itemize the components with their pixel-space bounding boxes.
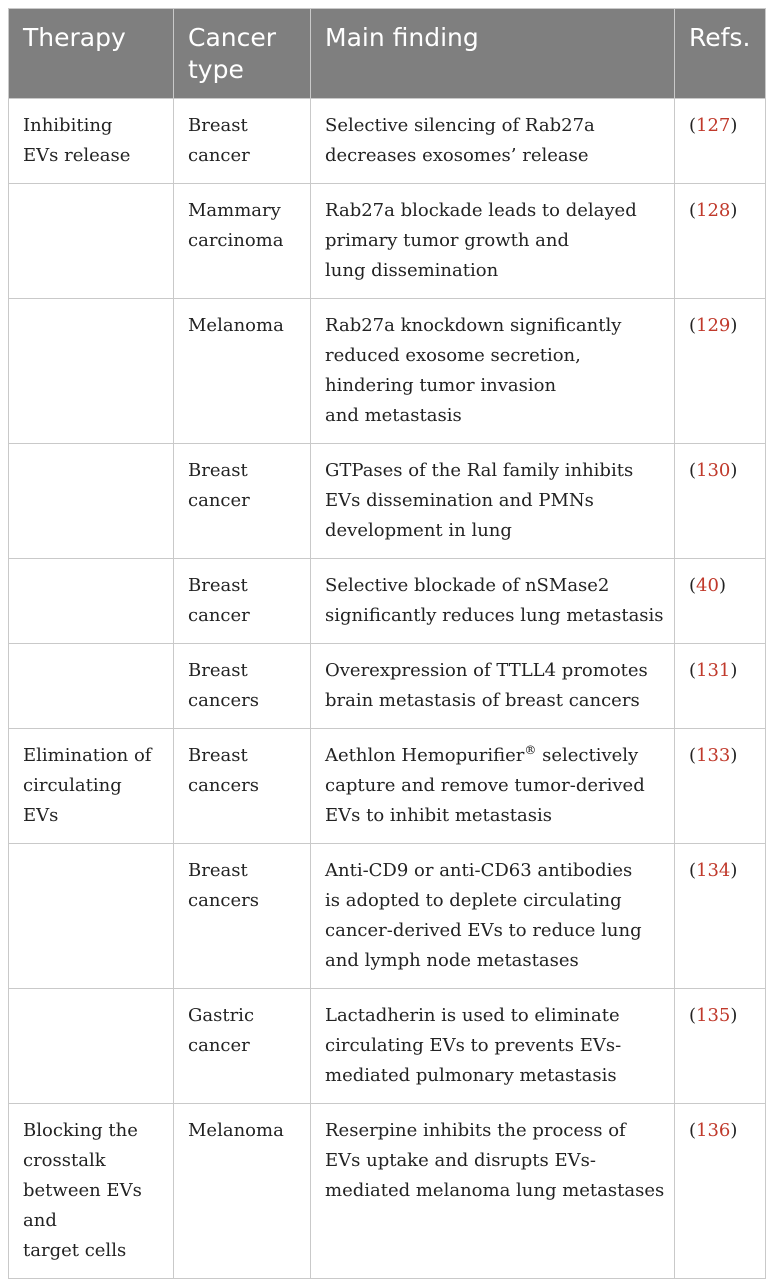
- finding-text-pre: Aethlon Hemopurifier: [325, 745, 525, 766]
- table-body: [9, 99, 766, 1279]
- cancer-type-text: cancers: [188, 690, 259, 711]
- refs-cell: [675, 729, 766, 844]
- header-refs-line: Refs.: [689, 23, 751, 52]
- therapy-text: Inhibiting: [23, 115, 113, 136]
- reference-link[interactable]: (136): [689, 1120, 738, 1141]
- refs-cell: [675, 99, 766, 184]
- table-row: [9, 444, 766, 559]
- reference-link[interactable]: (128): [689, 200, 738, 221]
- refs-cell: [675, 299, 766, 444]
- main-finding-cell: [311, 444, 675, 559]
- table-row: [9, 1104, 766, 1279]
- main-finding-text: hindering tumor invasion: [325, 375, 557, 396]
- table-row: [9, 559, 766, 644]
- therapy-text: target cells: [23, 1240, 127, 1261]
- therapy-cell: [9, 184, 174, 299]
- therapy-text: EVs: [23, 805, 59, 826]
- main-finding-cell: [311, 299, 675, 444]
- registered-mark: ®: [524, 743, 537, 757]
- cancer-type-cell: [174, 559, 311, 644]
- header-cancer-type-line: type: [188, 55, 244, 84]
- reference-number[interactable]: 129: [696, 315, 731, 336]
- therapy-text: between EVs: [23, 1180, 142, 1201]
- main-finding-text: EVs dissemination and PMNs: [325, 490, 594, 511]
- reference-number[interactable]: 135: [696, 1005, 731, 1026]
- cancer-type-text: Breast: [188, 860, 248, 881]
- header-main-finding-line: Main finding: [325, 23, 479, 52]
- main-finding-cell: [311, 989, 675, 1104]
- main-finding-text: primary tumor growth and: [325, 230, 570, 251]
- main-finding-text: capture and remove tumor-derived: [325, 775, 645, 796]
- reference-number[interactable]: 127: [696, 115, 731, 136]
- main-finding-text: Overexpression of TTLL4 promotes: [325, 660, 648, 681]
- cancer-type-cell: [174, 184, 311, 299]
- refs-cell: [675, 1104, 766, 1279]
- cancer-type-text: cancer: [188, 145, 250, 166]
- reference-number[interactable]: 131: [696, 660, 731, 681]
- main-finding-cell: [311, 644, 675, 729]
- main-finding-text: Rab27a blockade leads to delayed: [325, 200, 637, 221]
- therapy-table: [8, 8, 766, 1279]
- refs-cell: [675, 844, 766, 989]
- reference-number[interactable]: 130: [696, 460, 731, 481]
- therapy-text: Elimination of: [23, 745, 152, 766]
- main-finding-cell: [311, 844, 675, 989]
- main-finding-text: EVs uptake and disrupts EVs-: [325, 1150, 596, 1171]
- refs-cell: [675, 644, 766, 729]
- cancer-type-cell: [174, 844, 311, 989]
- therapy-text: crosstalk: [23, 1150, 106, 1171]
- cancer-type-cell: [174, 729, 311, 844]
- cancer-type-text: carcinoma: [188, 230, 284, 251]
- main-finding-text: is adopted to deplete circulating: [325, 890, 622, 911]
- refs-cell: [675, 989, 766, 1104]
- main-finding-text: mediated melanoma lung metastases: [325, 1180, 665, 1201]
- cancer-type-text: Gastric: [188, 1005, 255, 1026]
- main-finding-cell: [311, 1104, 675, 1279]
- header-therapy: [9, 9, 174, 99]
- therapy-cell: [9, 1104, 174, 1279]
- cancer-type-text: cancer: [188, 1035, 250, 1056]
- main-finding-text: decreases exosomes’ release: [325, 145, 589, 166]
- main-finding-text: Selective silencing of Rab27a: [325, 115, 595, 136]
- main-finding-cell: [311, 559, 675, 644]
- therapy-cell: [9, 844, 174, 989]
- reference-link[interactable]: (134): [689, 860, 738, 881]
- table-row: [9, 989, 766, 1104]
- cancer-type-text: Breast: [188, 115, 248, 136]
- cancer-type-cell: [174, 989, 311, 1104]
- cancer-type-text: cancer: [188, 605, 250, 626]
- main-finding-text: Lactadherin is used to eliminate: [325, 1005, 620, 1026]
- therapy-cell: [9, 989, 174, 1104]
- refs-cell: [675, 444, 766, 559]
- main-finding-text: and metastasis: [325, 405, 462, 426]
- main-finding-text: EVs to inhibit metastasis: [325, 805, 552, 826]
- main-finding-text: Selective blockade of nSMase2: [325, 575, 610, 596]
- therapy-cell: [9, 559, 174, 644]
- header-cancer-type: [174, 9, 311, 99]
- table-row: [9, 99, 766, 184]
- main-finding-text: Reserpine inhibits the process of: [325, 1120, 626, 1141]
- table-container: [8, 8, 762, 1279]
- header-main-finding: [311, 9, 675, 99]
- therapy-text: EVs release: [23, 145, 131, 166]
- header-refs: [675, 9, 766, 99]
- table-header: [9, 9, 766, 99]
- header-row: [9, 9, 766, 99]
- therapy-text: circulating: [23, 775, 122, 796]
- table-row: [9, 729, 766, 844]
- finding-text-post: selectively: [536, 745, 639, 766]
- refs-cell: [675, 184, 766, 299]
- table-row: [9, 844, 766, 989]
- main-finding-text: Rab27a knockdown significantly: [325, 315, 622, 336]
- cancer-type-text: Mammary: [188, 200, 281, 221]
- therapy-cell: [9, 644, 174, 729]
- table-row: [9, 299, 766, 444]
- main-finding-text: development in lung: [325, 520, 512, 541]
- therapy-cell: [9, 444, 174, 559]
- refs-cell: [675, 559, 766, 644]
- reference-link[interactable]: (131): [689, 660, 738, 681]
- therapy-cell: [9, 729, 174, 844]
- cancer-type-cell: [174, 99, 311, 184]
- cancer-type-text: cancers: [188, 775, 259, 796]
- reference-link[interactable]: (135): [689, 1005, 738, 1026]
- main-finding-text: circulating EVs to prevents EVs-: [325, 1035, 622, 1056]
- cancer-type-cell: [174, 644, 311, 729]
- main-finding-cell: [311, 729, 675, 844]
- reference-number[interactable]: 134: [696, 860, 731, 881]
- main-finding-text: Anti-CD9 or anti-CD63 antibodies: [325, 860, 633, 881]
- reference-link[interactable]: (129): [689, 315, 738, 336]
- main-finding-text: lung dissemination: [325, 260, 499, 281]
- cancer-type-text: Breast: [188, 745, 248, 766]
- reference-link[interactable]: (40): [689, 575, 726, 596]
- main-finding-cell: [311, 184, 675, 299]
- main-finding-text: significantly reduces lung metastasis: [325, 605, 664, 626]
- cancer-type-cell: [174, 299, 311, 444]
- table-row: [9, 644, 766, 729]
- cancer-type-text: Breast: [188, 660, 248, 681]
- cancer-type-text: cancer: [188, 490, 250, 511]
- reference-link[interactable]: (130): [689, 460, 738, 481]
- cancer-type-text: Breast: [188, 575, 248, 596]
- therapy-cell: [9, 299, 174, 444]
- therapy-text: and: [23, 1210, 57, 1231]
- main-finding-text: and lymph node metastases: [325, 950, 579, 971]
- cancer-type-cell: [174, 1104, 311, 1279]
- cancer-type-text: Melanoma: [188, 1120, 284, 1141]
- cancer-type-text: Breast: [188, 460, 248, 481]
- table-row: [9, 184, 766, 299]
- reference-number[interactable]: 133: [696, 745, 731, 766]
- reference-number[interactable]: 40: [696, 575, 719, 596]
- cancer-type-text: cancers: [188, 890, 259, 911]
- reference-number[interactable]: 136: [696, 1120, 731, 1141]
- therapy-cell: [9, 99, 174, 184]
- cancer-type-cell: [174, 444, 311, 559]
- header-cancer-type-line: Cancer: [188, 23, 277, 52]
- reference-link[interactable]: (133): [689, 745, 738, 766]
- reference-link[interactable]: (127): [689, 115, 738, 136]
- cancer-type-text: Melanoma: [188, 315, 284, 336]
- therapy-text: Blocking the: [23, 1120, 138, 1141]
- header-therapy-line: Therapy: [23, 23, 126, 52]
- reference-number[interactable]: 128: [696, 200, 731, 221]
- main-finding-cell: [311, 99, 675, 184]
- main-finding-text: reduced exosome secretion,: [325, 345, 581, 366]
- main-finding-text: brain metastasis of breast cancers: [325, 690, 640, 711]
- main-finding-text: GTPases of the Ral family inhibits: [325, 460, 634, 481]
- main-finding-text: mediated pulmonary metastasis: [325, 1065, 617, 1086]
- main-finding-text: cancer-derived EVs to reduce lung: [325, 920, 642, 941]
- main-finding-text: [325, 741, 660, 771]
